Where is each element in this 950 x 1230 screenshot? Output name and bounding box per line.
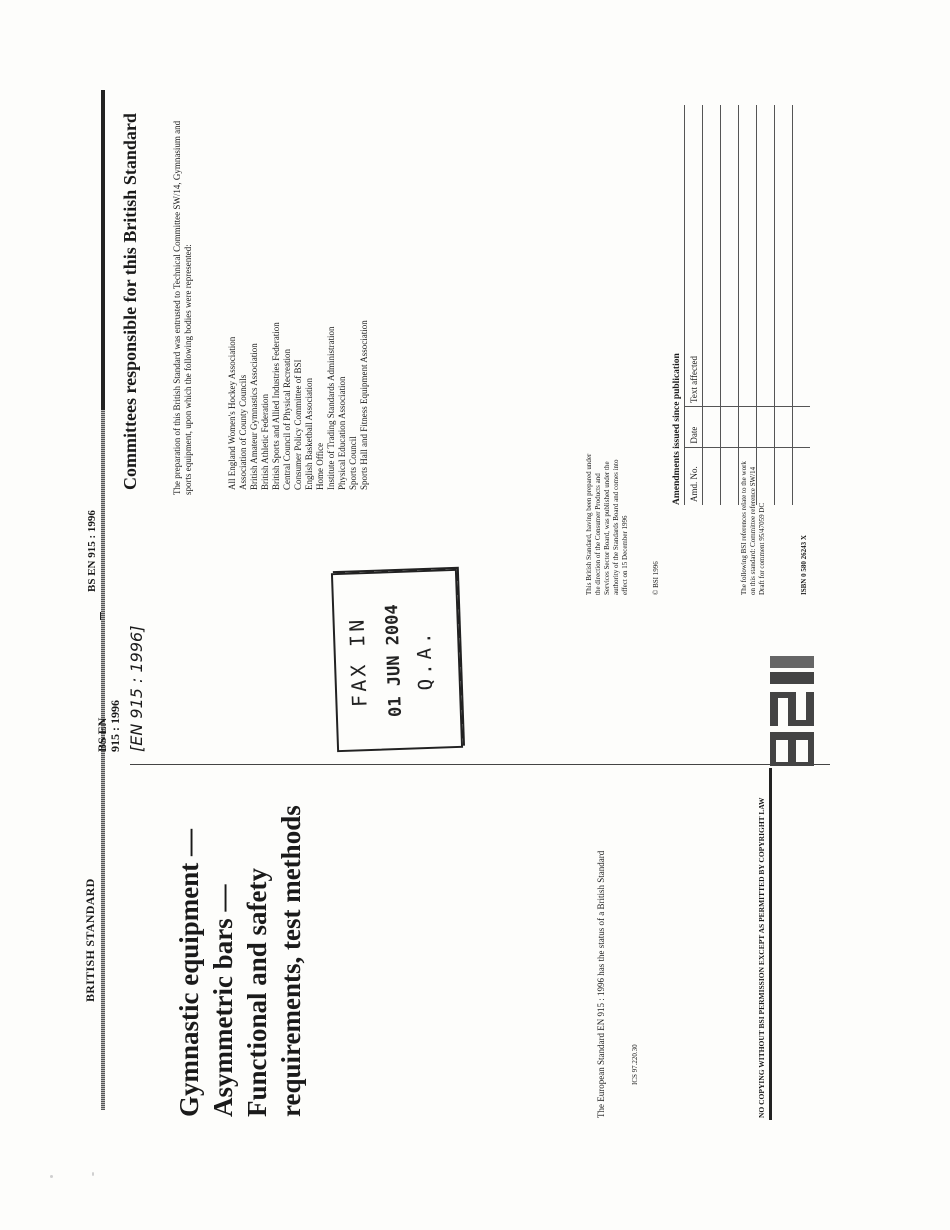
copyright-notice: NO COPYING WITHOUT BSI PERMISSION EXCEPT AS PERMITTED BY COPYRIGHT LAW	[757, 797, 766, 1118]
table-row	[739, 105, 757, 505]
table-row	[757, 105, 775, 505]
list-item: Home Office	[315, 442, 325, 490]
table-row	[721, 105, 739, 505]
page-fold-line	[130, 764, 830, 765]
list-item: British Amateur Gymnastics Association	[249, 343, 259, 490]
bsi-logo	[768, 648, 816, 768]
list-item: Institute of Trading Standards Administration	[326, 326, 336, 490]
table-header-cell: Text affected	[685, 105, 703, 406]
handwritten-reference: [EN 915 : 1996]	[127, 625, 146, 752]
list-item: Sports Hall and Fitness Equipment Association	[359, 320, 369, 490]
list-item: Sports Council	[348, 436, 358, 490]
amendments-table	[685, 105, 810, 505]
list-item: British Sports and Allied Industries Federation	[271, 322, 281, 490]
list-item: British Athletic Federation	[260, 394, 270, 490]
title-line: requirements, test methods	[276, 805, 306, 1117]
list-item: Association of County Councils	[238, 374, 248, 490]
std-ref-line: 915 : 1996	[108, 700, 122, 752]
european-status-note: The European Standard EN 915 : 1996 has the status of a British Standard	[596, 850, 606, 1118]
list-item: Physical Education Association	[337, 376, 347, 490]
fax-in-stamp	[331, 569, 463, 752]
series-label: BRITISH STANDARD	[83, 878, 97, 1002]
stamp-date: 01 JUN 2004	[382, 603, 406, 718]
list-item: Central Council of Physical Recreation	[282, 349, 292, 490]
list-item: Consumer Policy Committee of BSI	[293, 359, 303, 490]
committees-heading: Committees responsible for this British Standard	[120, 113, 140, 490]
document-title	[172, 647, 308, 1117]
std-ref-line: BS EN	[95, 717, 109, 752]
table-header-cell: Amd. No.	[688, 466, 699, 502]
title-line: Functional and safety	[242, 867, 272, 1117]
bsi-logo-icon	[768, 648, 816, 768]
table-header-cell: Date	[685, 406, 703, 447]
title-line: Gymnastic equipment —	[174, 828, 204, 1117]
committees-intro: The preparation of this British Standard was entrusted to Technical Committee SW/14, Gymnasium and sports equipment, upon which the following bodies were represented:	[172, 120, 193, 495]
left-page-std-ref	[96, 700, 122, 752]
table-row	[793, 105, 811, 505]
table-row	[685, 105, 703, 505]
list-item: All England Women's Hockey Association	[227, 336, 237, 490]
table-row	[703, 105, 721, 505]
title-line: Asymmetric bars —	[208, 884, 238, 1117]
amendments-table-wrap	[684, 105, 810, 505]
amendments-heading: Amendments issued since publication	[672, 353, 682, 505]
list-item: English Basketball Association	[304, 378, 314, 490]
bsi-references-note: The following BSI references relate to the work on this standard: Committee reference SW/14 Draft for comment 95/47059 DC	[740, 461, 766, 595]
represented-bodies-list	[227, 110, 370, 490]
copyright-line: © BSI 1996	[652, 561, 660, 595]
right-header-rule	[101, 90, 105, 410]
isbn: ISBN 0 580 26243 X	[800, 535, 808, 595]
publication-note: This British Standard, having been prepared under the direction of the Consumer Products and Services Sector Board, was published under the authority of the Standards Board and comes into effect on 15 December 1996	[585, 453, 629, 595]
fold-mark	[100, 612, 101, 620]
right-page-std-ref: BS EN 915 : 1996	[86, 510, 98, 592]
table-row	[775, 105, 793, 505]
ics-code: ICS 97.220.30	[631, 1044, 639, 1085]
stamp-line: Q.A.	[412, 628, 438, 691]
stamp-line: FAX IN	[344, 616, 372, 708]
copyright-rule	[769, 768, 772, 1120]
